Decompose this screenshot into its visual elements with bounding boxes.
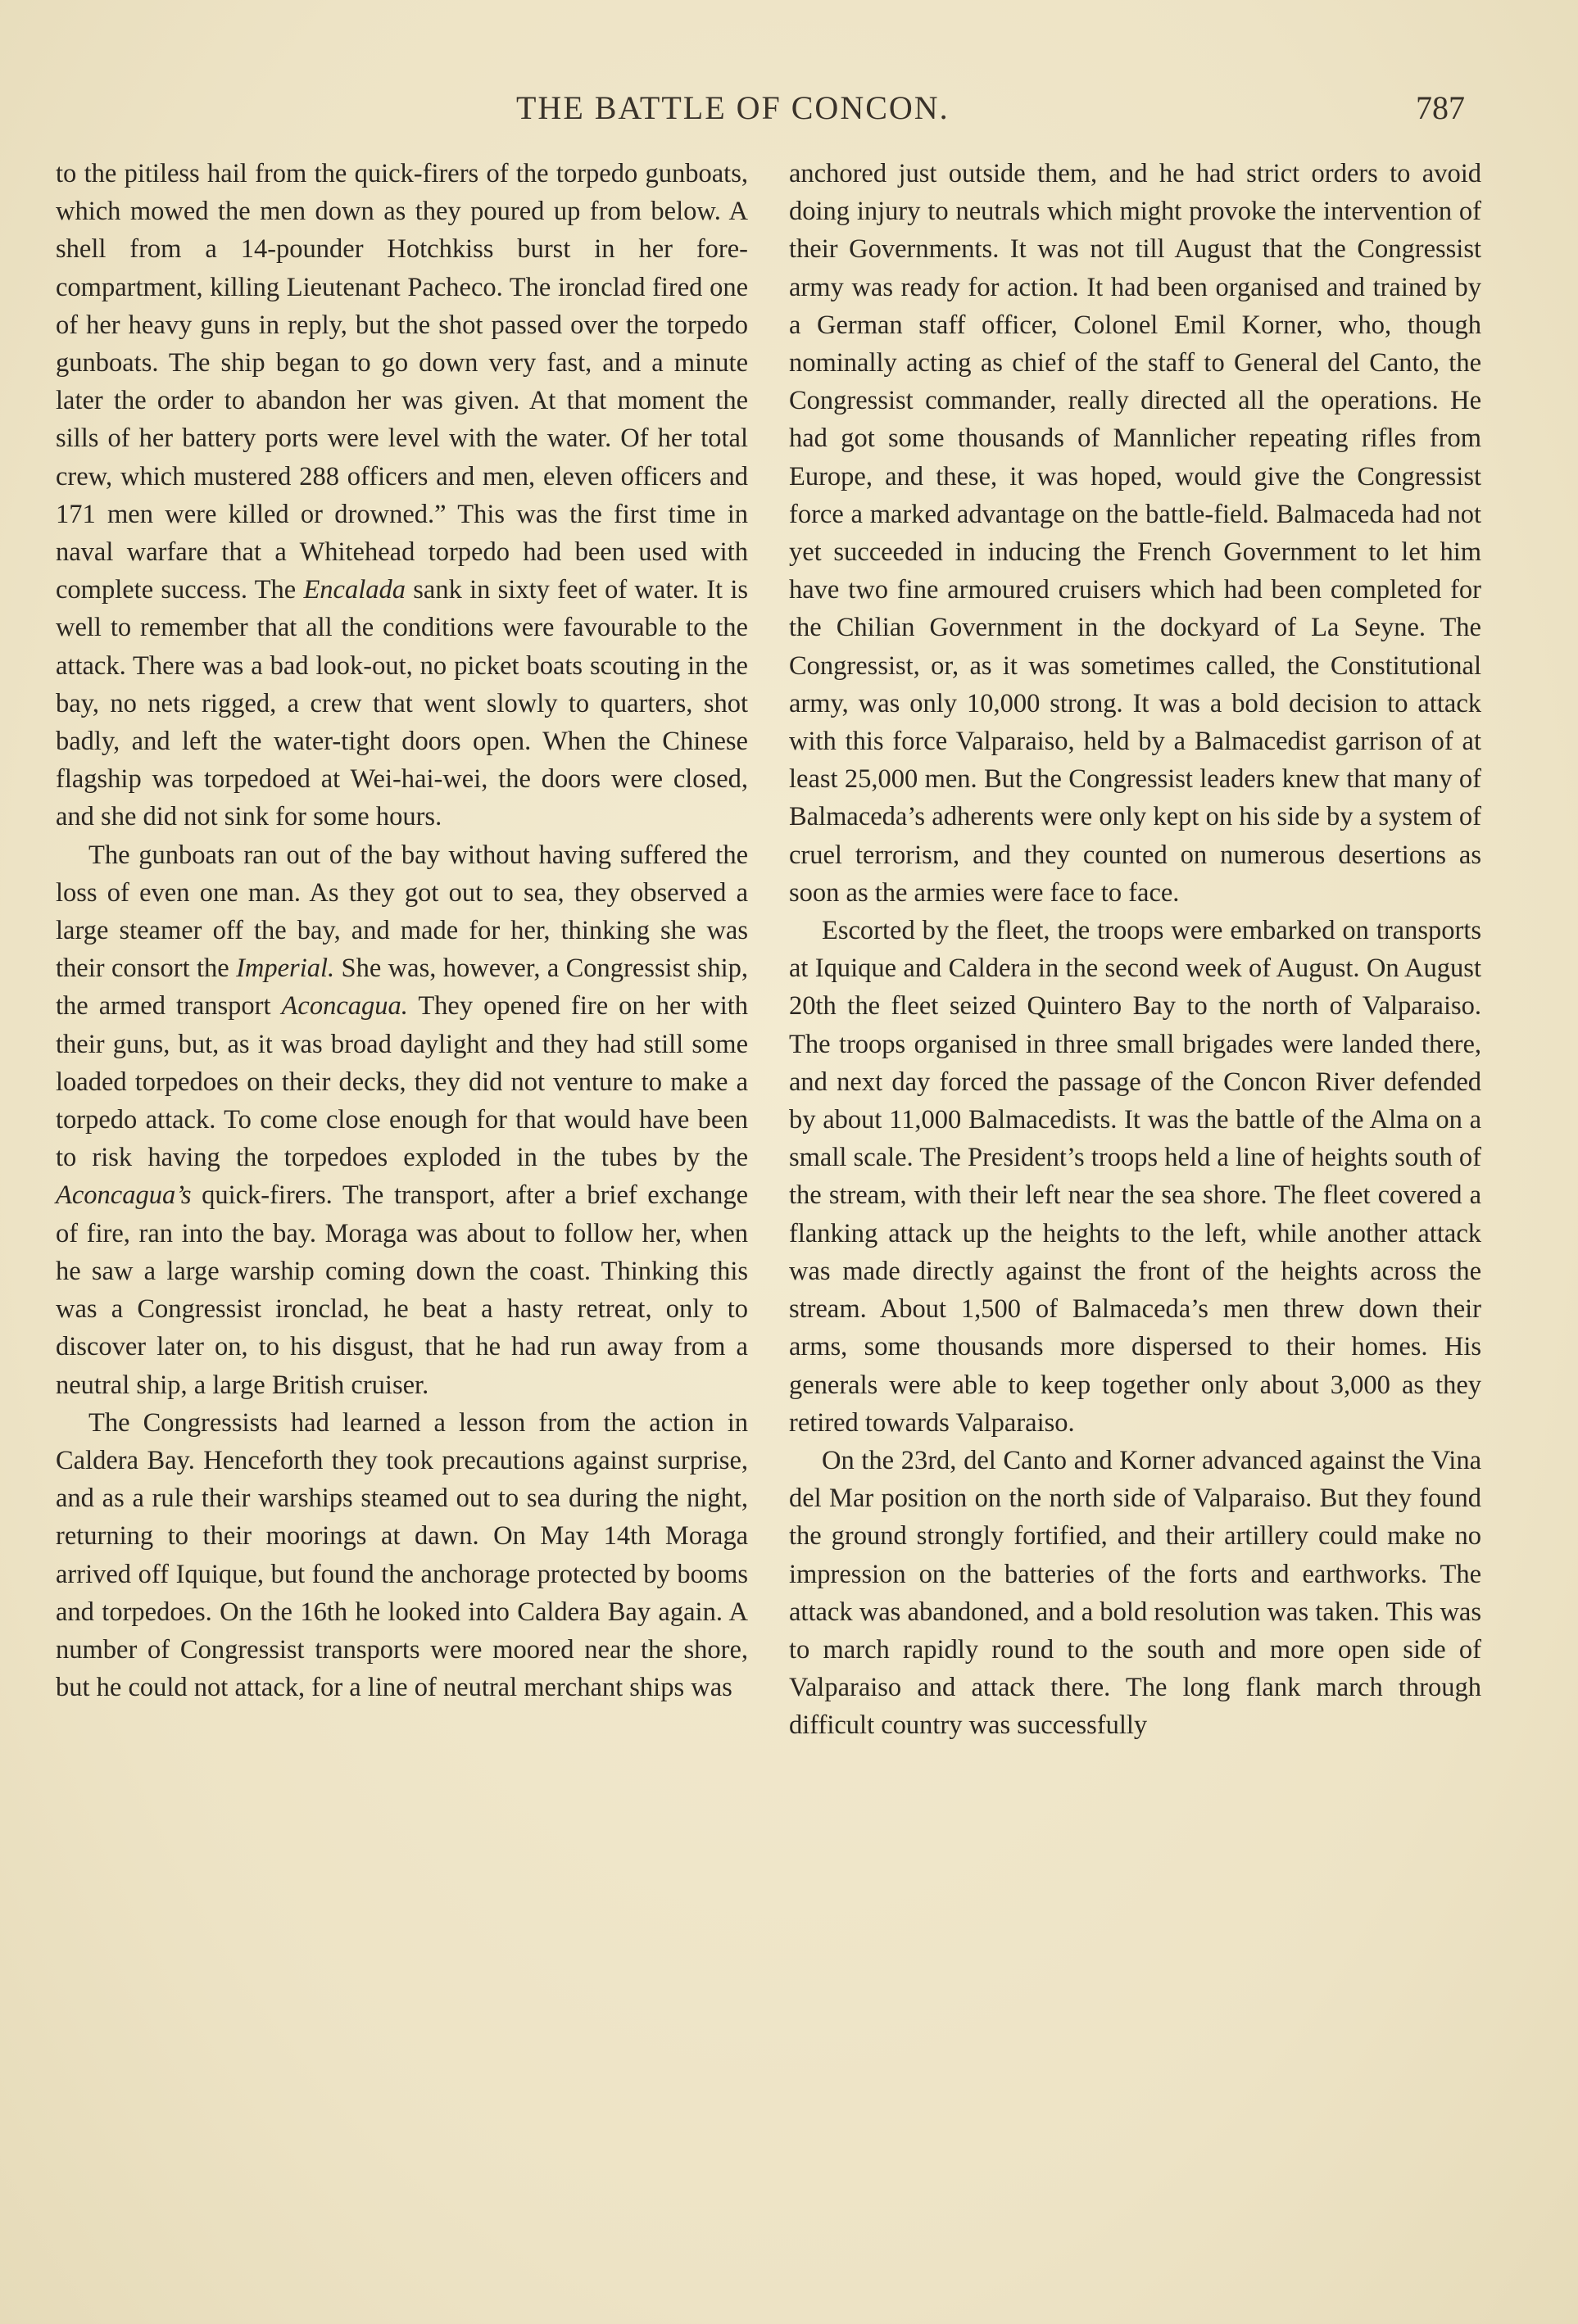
- running-head: [0, 88, 1578, 138]
- left-column: [56, 155, 748, 1706]
- paragraph: anchored just outside them, and he had strict orders to avoid doing injury to neutrals which might provoke the intervention of their Governments. It was not till August that the Congressist army was ready for action. It had been organised and trained by a German staff officer, Colonel Emil Korner, who, though nominally acting as chief of the staff to General del Canto, the Congressist commander, really directed all the operations. He had got some thousands of Mannlicher repeating rifles from Europe, and these, it was hoped, would give the Congressist force a marked advantage on the battle-field. Balmaceda had not yet succeeded in inducing the French Government to let him have two fine armoured cruisers which had been completed for the Chilian Government in the dockyard of La Seyne. The Congressist, or, as it was sometimes called, the Constitutional army, was only 10,000 strong. It was a bold decision to attack with this force Valparaiso, held by a Balmacedist garrison of at least 25,000 men. But the Congressist leaders knew that many of Balmaceda’s adherents were only kept on his side by a system of cruel terrorism, and they counted on numerous desertions as soon as the armies were face to face.: [789, 159, 1481, 908]
- paragraph-text: sank in sixty feet of water. It is well to remember that all the conditions were favourable to the attack. There was a bad look-out, no picket boats scouting in the bay, no nets rigged, a crew that went slowly to quarters, shot badly, and left the water-tight doors open. When the Chinese flagship was torpedoed at Wei-hai-wei, the doors were closed, and she did not sink for some hours.: [56, 575, 748, 832]
- paragraph-text: The gunboats ran out of the bay without having suffered the loss of even one man. As they got out to sea, they observed a large steamer off the bay, and made for her, thinking she was their consort the: [56, 840, 748, 984]
- ship-name: Aconcagua.: [281, 991, 408, 1022]
- ship-name: Aconcagua’s: [56, 1180, 192, 1211]
- ship-name: Imperial.: [236, 954, 335, 984]
- ship-name: Encalada: [303, 575, 406, 605]
- paragraph-text: to the pitiless hail from the quick-firers of the torpedo gunboats, which mowed the men down as they poured up from below. A shell from a 14-pounder Hotchkiss burst in her fore-compartment, killing Lieutenant Pacheco. The ironclad fired one of her heavy guns in reply, but the shot passed over the torpedo gunboats. The ship began to go down very fast, and a minute later the order to abandon her was given. At that moment the sills of her battery ports were level with the water. Of her total crew, which mustered 288 officers and men, eleven officers and 171 men were killed or drowned.” This was the first time in naval warfare that a Whitehead torpedo had been used with complete success. The: [56, 159, 748, 605]
- right-column: [789, 155, 1481, 1745]
- paragraph: On the 23rd, del Canto and Korner advanced against the Vina del Mar position on the north side of Valparaiso. But they found the ground strongly fortified, and their artillery could make no impression on the batteries of the forts and earthworks. The attack was abandoned, and a bold resolution was taken. This was to march rapidly round to the south and more open side of Valparaiso and attack there. The long flank march through difficult country was successfully: [789, 1445, 1481, 1741]
- paragraph: [56, 836, 748, 1404]
- paragraph: [56, 155, 748, 836]
- paragraph-text: quick-firers. The transport, after a brief exchange of fire, ran into the bay. Moraga was about to follow her, when he saw a large warship coming down the coast. Thinking this was a Congressist ironclad, he beat a hasty retreat, only to discover later on, to his disgust, that he had run away from a neutral ship, a large British cruiser.: [56, 1180, 748, 1400]
- running-title: THE BATTLE OF CONCON.: [516, 89, 950, 126]
- paragraph-text: They opened fire on her with their guns, but, as it was broad daylight and they had still some loaded torpedoes on their decks, they did not venture to make a torpedo attack. To come close enough for that would have been to risk having the torpedoes exploded in the tubes by the: [56, 991, 749, 1173]
- paragraph: The Congressists had learned a lesson from the action in Caldera Bay. Henceforth they took precautions against surprise, and as a rule their warships steamed out to sea during the night, returning to their moorings at dawn. On May 14th Moraga arrived off Iquique, but found the anchorage protected by booms and torpedoes. On the 16th he looked into Caldera Bay again. A number of Congressist transports were moored near the shore, but he could not attack, for a line of neutral merchant ships was: [56, 1407, 748, 1703]
- page-number: 787: [1416, 89, 1465, 126]
- paragraph: Escorted by the fleet, the troops were embarked on transports at Iquique and Caldera in the second week of August. On August 20th the fleet seized Quintero Bay to the north of Valparaiso. The troops organised in three small brigades were landed there, and next day forced the passage of the Concon River defended by about 11,000 Balmacedists. It was the battle of the Alma on a small scale. The President’s troops held a line of heights south of the stream, with their left near the sea shore. The fleet covered a flanking attack up the heights to the left, while another attack was made directly against the front of the heights across the stream. About 1,500 of Balmaceda’s men threw down their arms, some thousands more dispersed to their homes. His generals were able to keep together only about 3,000 as they retired towards Valparaiso.: [789, 916, 1481, 1438]
- paragraph-text: She was, however, a Congressist ship, the armed transport: [56, 954, 748, 1022]
